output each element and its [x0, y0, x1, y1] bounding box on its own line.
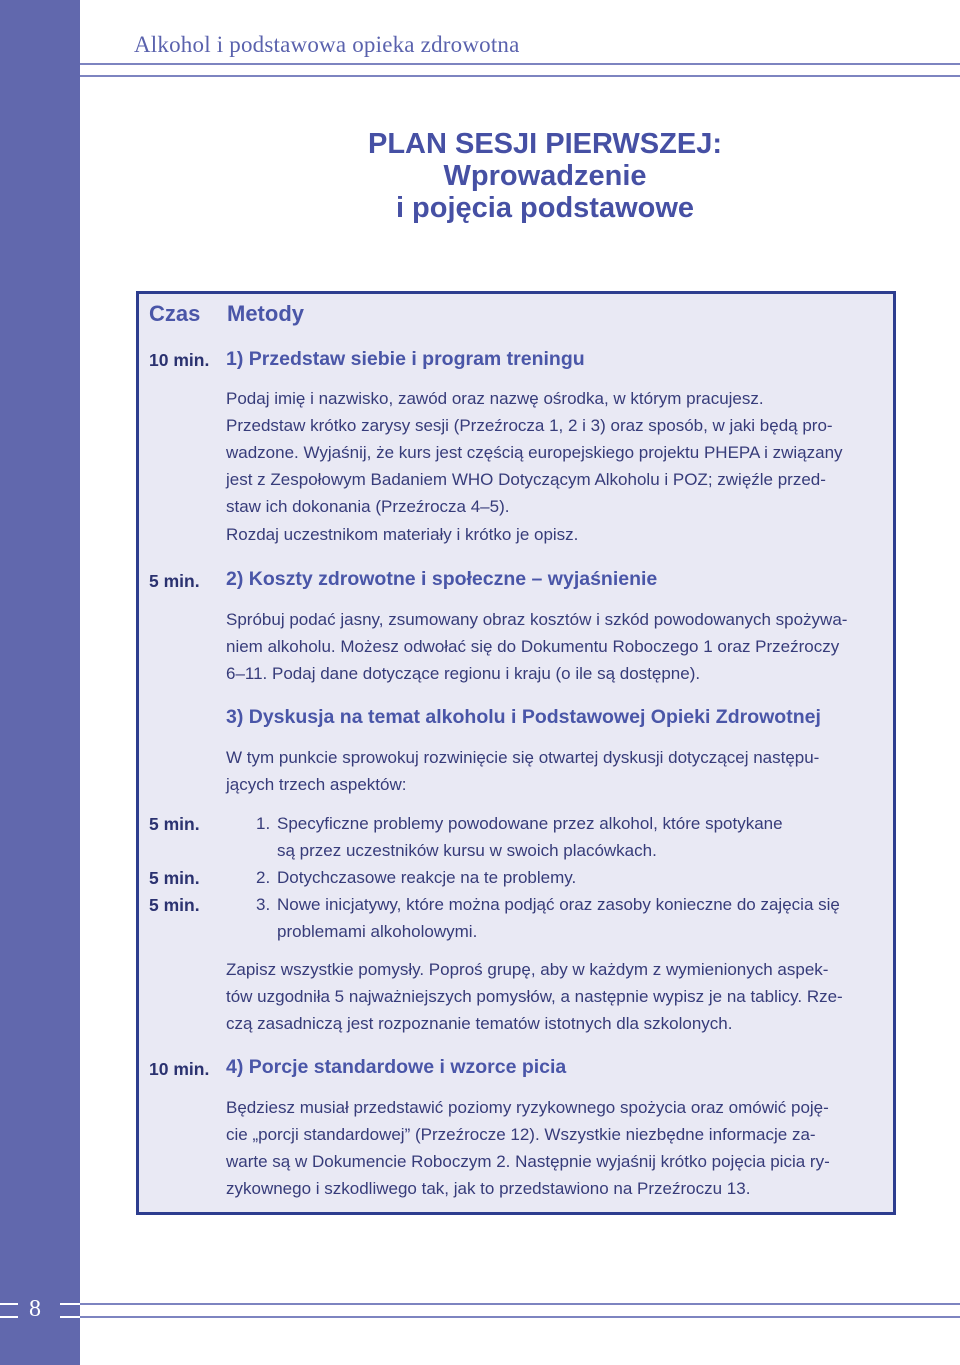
- section-4-line-2: cie „porcji standardowej” (Przeźrocze 12). Wszystkie niezbędne informacje za-: [226, 1125, 816, 1144]
- section-3-intro-line-2: jących trzech aspektów:: [226, 775, 407, 794]
- column-header-methods: Metody: [227, 301, 304, 326]
- section-2-line-3: 6–11. Podaj dane dotyczące regionu i kraju (o ile są dostępne).: [226, 664, 701, 683]
- section-3-outro-line-1: Zapisz wszystkie pomysły. Poproś grupę, aby w każdym z wymienionych aspek-: [226, 960, 829, 979]
- footer-rule-top: [80, 1303, 960, 1305]
- section-1-time: 10 min.: [149, 350, 210, 370]
- item-3-number: 3.: [256, 895, 271, 914]
- section-4-time: 10 min.: [149, 1059, 210, 1079]
- section-1-line-2: Przedstaw krótko zarysy sesji (Przeźrocza 1, 2 i 3) oraz sposób, w jaki będą pro-: [226, 416, 833, 435]
- section-2-line-2: niem alkoholu. Możesz odwołać się do Dokumentu Roboczego 1 oraz Przeźroczy: [226, 637, 840, 656]
- footer-dash-left-top: [0, 1303, 18, 1305]
- section-2-heading: 2) Koszty zdrowotne i społeczne – wyjaśnienie: [226, 568, 658, 590]
- item-3-line-1: Nowe inicjatywy, które można podjąć oraz zasoby konieczne do zajęcia się: [277, 895, 840, 914]
- footer-dash-left-bottom: [0, 1316, 18, 1318]
- footer-dash-right-top: [60, 1303, 80, 1305]
- section-1-line-5: staw ich dokonania (Przeźrocza 4–5).: [226, 497, 510, 516]
- footer-dash-right-bottom: [60, 1316, 80, 1318]
- section-1-line-1: Podaj imię i nazwisko, zawód oraz nazwę ośrodka, w którym pracujesz.: [226, 389, 764, 408]
- plan-title-line-1: PLAN SESJI PIERWSZEJ:: [368, 128, 722, 160]
- section-1-line-3: wadzone. Wyjaśnij, że kurs jest częścią europejskiego projektu PHEPA i związany: [226, 443, 843, 462]
- item-1-number: 1.: [256, 814, 271, 833]
- plan-title: [200, 128, 890, 224]
- item-2-line-1: Dotychczasowe reakcje na te problemy.: [277, 868, 577, 887]
- footer-rule-bottom: [80, 1316, 960, 1318]
- item-2-time: 5 min.: [149, 868, 200, 888]
- left-sidebar-band: [0, 0, 80, 1365]
- page-number: 8: [29, 1296, 41, 1322]
- item-3-line-2: problemami alkoholowymi.: [277, 922, 478, 941]
- section-2-line-1: Spróbuj podać jasny, zsumowany obraz kosztów i szkód powodowanych spożywa-: [226, 610, 848, 629]
- section-3-intro-line-1: W tym punkcie sprowokuj rozwinięcie się otwartej dyskusji dotyczącej następu-: [226, 748, 820, 767]
- section-4-heading: 4) Porcje standardowe i wzorce picia: [226, 1056, 567, 1078]
- item-2-number: 2.: [256, 868, 271, 887]
- item-1-line-2: są przez uczestników kursu w swoich placówkach.: [277, 841, 657, 860]
- section-3-heading: 3) Dyskusja na temat alkoholu i Podstawowej Opieki Zdrowotnej: [226, 706, 821, 728]
- section-3-outro-line-3: czą zasadniczą jest rozpoznanie tematów istotnych dla szkolonych.: [226, 1014, 733, 1033]
- plan-title-line-2: Wprowadzenie: [443, 160, 647, 192]
- section-4-line-3: warte są w Dokumencie Roboczym 2. Następnie wyjaśnij krótko pojęcia picia ry-: [226, 1152, 830, 1171]
- section-1-heading: 1) Przedstaw siebie i program treningu: [226, 348, 585, 370]
- item-1-time: 5 min.: [149, 814, 200, 834]
- running-header: Alkohol i podstawowa opieka zdrowotna: [134, 32, 520, 57]
- item-3-time: 5 min.: [149, 895, 200, 915]
- section-3-outro-line-2: tów uzgodniła 5 najważniejszych pomysłów, a następnie wypisz je na tablicy. Rze-: [226, 987, 843, 1006]
- section-4-line-1: Będziesz musiał przedstawić poziomy ryzykownego spożycia oraz omówić poję-: [226, 1098, 829, 1117]
- plan-title-line-3: i pojęcia podstawowe: [395, 192, 695, 224]
- section-1-line-6: Rozdaj uczestnikom materiały i krótko je opisz.: [226, 525, 579, 544]
- column-header-time: Czas: [149, 301, 201, 326]
- section-4-line-4: zykownego i szkodliwego tak, jak to przedstawiono na Przeźroczu 13.: [226, 1179, 751, 1198]
- header-rule-top: [80, 63, 960, 65]
- header-rule-bottom: [80, 75, 960, 77]
- section-2-time: 5 min.: [149, 571, 200, 591]
- section-1-line-4: jest z Zespołowym Badaniem WHO Dotyczącym Alkoholu i POZ; zwięźle przed-: [226, 470, 826, 489]
- item-1-line-1: Specyficzne problemy powodowane przez alkohol, które spotykane: [277, 814, 783, 833]
